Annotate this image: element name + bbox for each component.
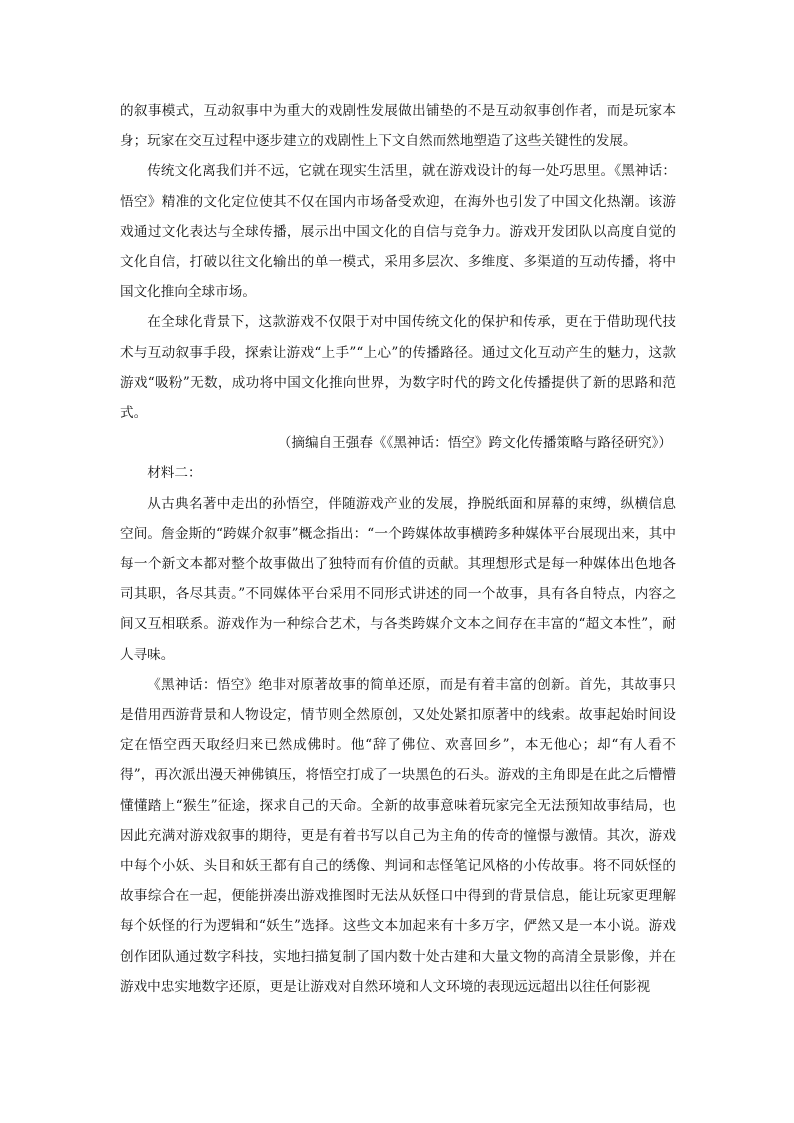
source-citation: （摘编自王强春《《黑神话：悟空》跨文化传播策略与路径研究》）	[277, 435, 672, 452]
document-page	[120, 96, 676, 1002]
material-two-heading: 材料二：	[147, 465, 202, 482]
paragraph-transmedia: 从古典名著中走出的孙悟空，伴随游戏产业的发展，挣脱纸面和屏幕的束缚，纵横信息空间。詹金斯的“跨媒介叙事”概念指出：“一个跨媒体故事横跨多种媒体平台展现出来，其中每一个新文本都对整个故事做出了独特而有价值的贡献。其理想形式是每一种媒体出色地各司其职，各尽其责。”不同媒体平台采用不同形式讲述的同一个故事，具有各自特点，内容之间又互相联系。游戏作为一种综合艺术，与各类跨媒介文本之间存在丰富的“超文本性”，耐人寻味。	[120, 495, 676, 663]
paragraph-continuation: 的叙事模式，互动叙事中为重大的戏剧性发展做出铺垫的不是互动叙事创作者，而是玩家本身；玩家在交互过程中逐步建立的戏剧性上下文自然而然地塑造了这些关键性的发展。	[120, 103, 676, 150]
paragraph-globalization: 在全球化背景下，这款游戏不仅限于对中国传统文化的保护和传承，更在于借助现代技术与互动叙事手段，探索让游戏“上手”“上心”的传播路径。通过文化互动产生的魅力，这款游戏“吸粉”无数，成功将中国文化推向世界，为数字时代的跨文化传播提供了新的思路和范式。	[120, 314, 676, 422]
paragraph-traditional-culture: 传统文化离我们并不远，它就在现实生活里，就在游戏设计的每一处巧思里。《黑神话：悟空》精准的文化定位使其不仅在国内市场备受欢迎，在海外也引发了中国文化热潮。该游戏通过文化表达与全球传播，展示出中国文化的自信与竞争力。游戏开发团队以高度自觉的文化自信，打破以往文化输出的单一模式，采用多层次、多维度、多渠道的互动传播，将中国文化推向全球市场。	[120, 163, 676, 301]
paragraph-innovation: 《黑神话：悟空》绝非对原著故事的简单还原，而是有着丰富的创新。首先，其故事只是借用西游背景和人物设定，情节则全然原创，又处处紧扣原著中的线索。故事起始时间设定在悟空西天取经归来已然成佛时。他“辞了佛位、欢喜回乡”，本无他心；却“有人看不得”，再次派出漫天神佛镇压，将悟空打成了一块黑色的石头。游戏的主角即是在此之后懵懵懂懂踏上“猴生”征途，探求自己的天命。全新的故事意味着玩家完全无法预知故事结局，也因此充满对游戏叙事的期待，更是有着书写以自己为主角的传奇的憧憬与激情。其次，游戏中每个小妖、头目和妖王都有自己的绣像、判词和志怪笔记风格的小传故事。将不同妖怪的故事综合在一起，便能拼凑出游戏推图时无法从妖怪口中得到的背景信息，能让玩家更理解每个妖怪的行为逻辑和“妖生”选择。这些文本加起来有十多万字，俨然又是一本小说。游戏创作团队通过数字科技，实地扫描复制了国内数十处古建和大量文物的高清全景影像，并在游戏中忠实地数字还原，更是让游戏对自然环境和人文环境的表现远远超出以往任何影视	[120, 676, 676, 995]
